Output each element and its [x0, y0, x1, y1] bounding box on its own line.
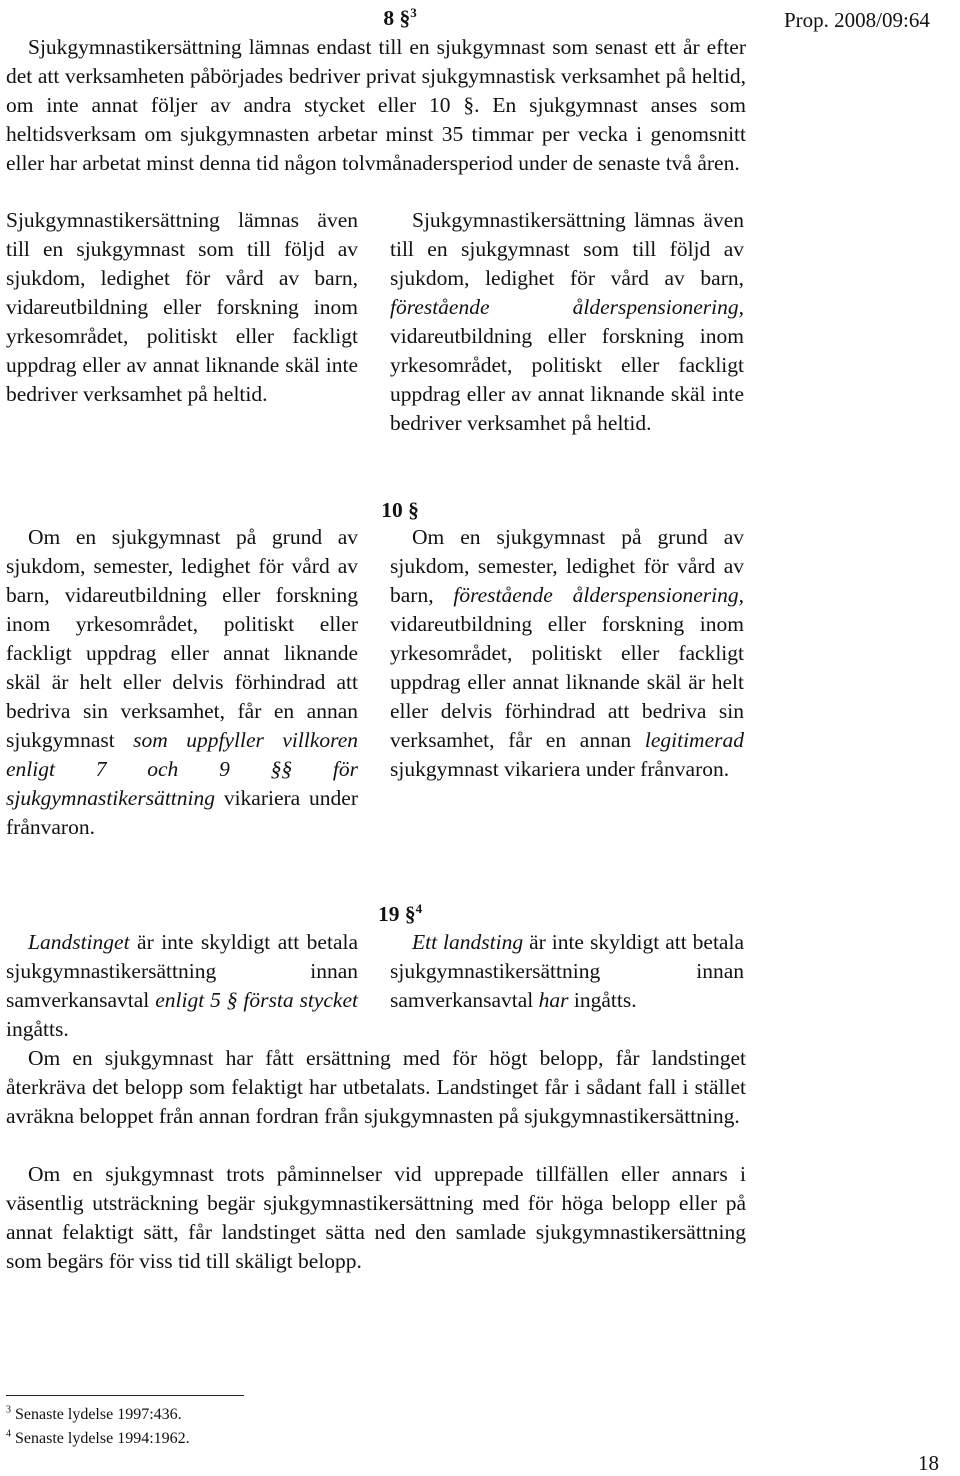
footnote-ref-3: 3: [410, 4, 417, 20]
text-run: vidareutbildning eller forskning inom yrkesområdet, politiskt eller fackligt uppdrag eller annat liknande skäl är helt eller delvis förhindrad att bedriva sin verksamhet, får en annan: [390, 612, 744, 752]
text-run: ingåtts.: [568, 988, 637, 1012]
text-run: Om en sjukgymnast på grund av sjukdom, semester, ledighet för vård av barn, vidareutbildning eller forskning inom yrkesområdet, politiskt eller fackligt uppdrag eller annat liknande skäl är helt eller delvis förhindrad att bedriva sin verksamhet, får en annan sjukgymnast: [6, 525, 358, 752]
footnote-marker: 4: [6, 1428, 11, 1440]
text-amendment: Ett landsting: [412, 930, 524, 954]
section-19-current-text: [6, 928, 358, 1044]
footnote-separator: [6, 1395, 244, 1396]
text-amendment: har: [538, 988, 569, 1012]
text-run: vidareutbildning eller forskning inom yrkesområdet, politiskt eller fackligt uppdrag eller av annat liknande skäl inte bedriver verksamhet på heltid.: [390, 324, 744, 435]
prop-reference: Prop. 2008/09:64: [784, 8, 930, 32]
section-19-proposed-text: [390, 928, 744, 1015]
section-8-paragraph-1: Sjukgymnastikersättning lämnas endast till en sjukgymnast som senast ett år efter det att verksamheten påbörjades bedriver privat sjukgymnastisk verksamhet på heltid, om inte annat följer av andra stycket eller 10 §. En sjukgymnast anses som heltidsverksam om sjukgymnasten arbetar minst 35 timmar per vecka i genomsnitt eller har arbetat minst denna tid någon tolvmånadersperiod under de senaste två åren.: [6, 35, 746, 175]
text-run: Om en sjukgymnast på grund av sjukdom, semester, ledighet för vård av barn,: [390, 525, 744, 607]
section-8-proposed-text: [390, 206, 744, 438]
text-amendment: förestående ålderspensionering,: [453, 583, 745, 607]
section-19-paragraph-3: Om en sjukgymnast trots påminnelser vid upprepade tillfällen eller annars i väsentlig utsträckning begär sjukgymnastikersättning med för höga belopp eller på annat felaktigt sätt, får landstinget sätta ned den samlade sjukgymnastikersättning som begärs för viss tid till skäligt belopp.: [6, 1162, 746, 1273]
section-10-current-text: [6, 523, 358, 842]
footnote-3: [6, 1404, 182, 1425]
text-run: är inte skyldigt att betala sjukgymnastikersättning innan samverkansavtal: [390, 930, 744, 1012]
footnote-text: Senaste lydelse 1997:436.: [15, 1406, 182, 1423]
text-run: vikariera under frånvaron.: [6, 786, 358, 839]
section-10-heading: 10 §: [381, 498, 419, 522]
text-amendment: enligt 5 § första stycket: [155, 988, 358, 1012]
section-19-title: 19 §: [377, 902, 416, 926]
text-run: sjukgymnast vikariera under frånvaron.: [390, 757, 730, 781]
section-19-heading: [300, 901, 500, 927]
section-8-heading: [300, 5, 500, 31]
text-run: är inte skyldigt att betala sjukgymnastikersättning innan samverkansavtal: [6, 930, 358, 1012]
text-run: ingåtts.: [6, 1017, 69, 1041]
section-19-paragraph-2: Om en sjukgymnast har fått ersättning med för högt belopp, får landstinget återkräva det belopp som felaktigt har utbetalats. Landstinget får i sådant fall i stället avräkna beloppet från annan fordran från sjukgymnasten på sjukgymnastikersättning.: [6, 1046, 746, 1128]
section-10-proposed-text: [390, 523, 744, 784]
text-run: Sjukgymnastikersättning lämnas även till en sjukgymnast som till följd av sjukdom, ledighet för vård av barn,: [390, 208, 744, 290]
footnote-4: [6, 1428, 190, 1449]
footnote-marker: 3: [6, 1404, 11, 1416]
page-number: 18: [918, 1451, 939, 1475]
footnote-ref-4: 4: [415, 900, 423, 916]
text-amendment: förestående ålderspensionering,: [390, 295, 744, 319]
text-amendment: Landstinget: [28, 930, 130, 954]
text-amendment: legitimerad: [644, 728, 744, 752]
text-amendment: som uppfyller villkoren enligt 7 och 9 §§ för sjukgymnastikersättning: [6, 728, 358, 810]
footnote-text: Senaste lydelse 1994:1962.: [15, 1430, 190, 1447]
section-8-title: 8 §: [383, 6, 411, 30]
section-8-current-text: Sjukgymnastikersättning lämnas även till en sjukgymnast som till följd av sjukdom, ledighet för vård av barn, vidareutbildning eller forskning inom yrkesområdet, politiskt eller fackligt uppdrag eller av annat liknande skäl inte bedriver verksamhet på heltid.: [6, 208, 358, 406]
